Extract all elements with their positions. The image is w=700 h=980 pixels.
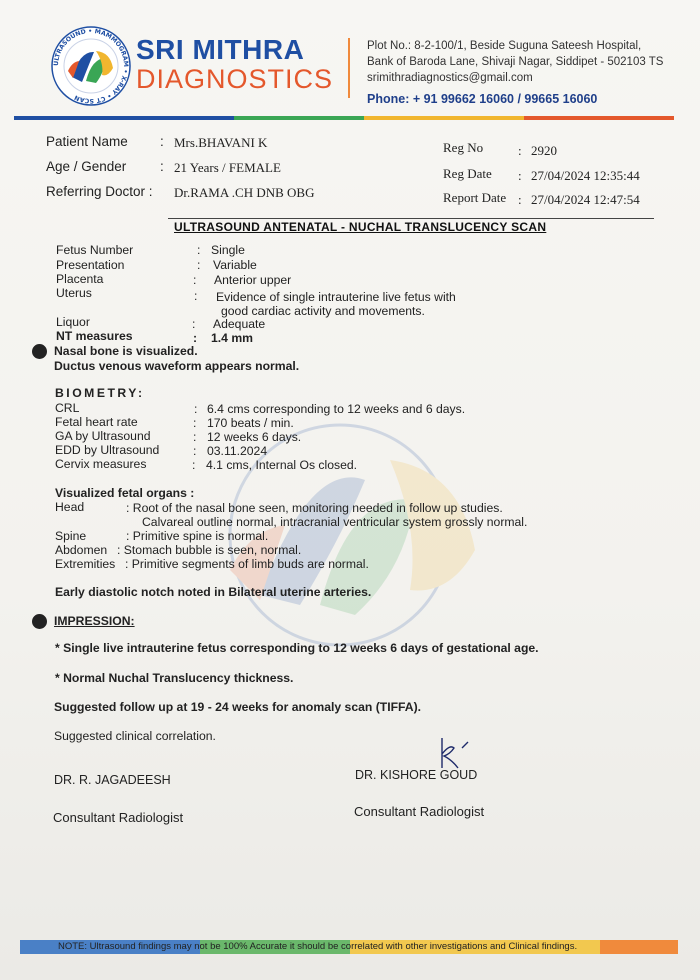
- reg-no-value: 2920: [531, 143, 557, 158]
- fhr-label: Fetal heart rate: [55, 415, 138, 429]
- placenta-value: Anterior upper: [214, 273, 292, 287]
- clinic-address-line1: Plot No.: 8-2-100/1, Beside Suguna Sateesh Hospital,: [367, 40, 642, 52]
- liquor-value: Adequate: [213, 317, 266, 331]
- clinic-email: srimithradiagnostics@gmail.com: [367, 72, 533, 84]
- placenta-label: Placenta: [56, 272, 104, 286]
- spine-value: : Primitive spine is normal.: [126, 529, 269, 543]
- age-gender-label: Age / Gender: [46, 159, 127, 174]
- liquor-label: Liquor: [56, 315, 90, 329]
- header-color-stripe: [14, 116, 674, 120]
- biometry-heading: BIOMETRY:: [55, 386, 145, 400]
- age-gender-value: 21 Years / FEMALE: [174, 160, 281, 175]
- reg-date-value: 27/04/2024 12:35:44: [531, 168, 640, 183]
- colon: :: [193, 444, 197, 458]
- uterus-value-line2: good cardiac activity and movements.: [221, 304, 425, 318]
- colon: :: [160, 159, 164, 174]
- clinic-name-line1: SRI MITHRA: [136, 34, 305, 65]
- doctor2-name: DR. KISHORE GOUD: [355, 768, 478, 782]
- clinic-address-line2: Bank of Baroda Lane, Shivaji Nagar, Siddipet - 502103 TS: [367, 56, 664, 68]
- doctor2-title: Consultant Radiologist: [354, 804, 485, 819]
- crl-label: CRL: [55, 401, 80, 415]
- report-date-value: 27/04/2024 12:47:54: [531, 192, 640, 207]
- colon: :: [193, 416, 197, 430]
- colon: :: [197, 258, 201, 272]
- uterus-value-line1: Evidence of single intrauterine live fetus with: [216, 290, 456, 304]
- bullet-icon: [32, 614, 47, 629]
- colon: :: [192, 458, 196, 472]
- patient-name-label: Patient Name: [46, 134, 128, 149]
- colon: :: [197, 243, 201, 257]
- report-title: ULTRASOUND ANTENATAL - NUCHAL TRANSLUCENCY SCAN: [174, 220, 547, 234]
- fetal-organs-heading: Visualized fetal organs :: [55, 486, 195, 500]
- report-date-label: Report Date: [443, 190, 507, 205]
- edd-value: 03.11.2024: [207, 444, 268, 458]
- edd-label: EDD by Ultrasound: [55, 443, 160, 457]
- presentation-label: Presentation: [56, 258, 125, 272]
- colon: :: [193, 331, 198, 345]
- colon: :: [193, 430, 197, 444]
- uterus-label: Uterus: [56, 286, 92, 300]
- head-value-line2: Calvareal outline normal, intracranial ventricular system grossly normal.: [142, 515, 528, 529]
- follow-up-note: Suggested follow up at 19 - 24 weeks for anomaly scan (TIFFA).: [54, 700, 422, 714]
- ductus-finding: Ductus venous waveform appears normal.: [54, 359, 300, 373]
- extremities-value: : Primitive segments of limb buds are normal.: [125, 557, 369, 571]
- referring-doctor-value: Dr.RAMA .CH DNB OBG: [174, 185, 315, 200]
- cervix-label: Cervix measures: [55, 457, 147, 471]
- fetus-number-value: Single: [211, 243, 245, 257]
- colon: :: [160, 134, 164, 149]
- impression-item-2: * Normal Nuchal Translucency thickness.: [55, 671, 294, 685]
- impression-item-1: * Single live intrauterine fetus corresponding to 12 weeks 6 days of gestational age.: [55, 641, 539, 655]
- abdomen-label: Abdomen: [55, 543, 108, 557]
- colon: :: [518, 143, 522, 158]
- impression-heading: IMPRESSION:: [54, 614, 135, 628]
- clinic-name-line2: DIAGNOSTICS: [136, 64, 334, 94]
- head-value-line1: : Root of the nasal bone seen, monitoring needed in follow up studies.: [126, 501, 503, 515]
- reg-no-label: Reg No: [443, 140, 484, 155]
- doctor1-name: DR. R. JAGADEESH: [54, 773, 171, 787]
- colon: :: [194, 402, 198, 416]
- svg-text:ULTRASOUND • MAMMOGRAM • X-RAY: ULTRASOUND • MAMMOGRAM • X-RAY • CT SCAN: [52, 27, 130, 105]
- clinic-phone: Phone: + 91 99662 16060 / 99665 16060: [367, 92, 598, 106]
- diastolic-note: Early diastolic notch noted in Bilateral uterine arteries.: [55, 585, 372, 599]
- cervix-value: 4.1 cms, Internal Os closed.: [206, 458, 358, 472]
- nt-measures-value: 1.4 mm: [211, 331, 254, 345]
- logo-ring-text: [50, 25, 132, 107]
- abdomen-value: : Stomach bubble is seen, normal.: [117, 543, 302, 557]
- reg-date-label: Reg Date: [443, 166, 492, 181]
- extremities-label: Extremities: [55, 557, 116, 571]
- nasal-bone-finding: Nasal bone is visualized.: [54, 344, 198, 358]
- colon: :: [193, 273, 197, 287]
- colon: :: [518, 192, 522, 207]
- colon: :: [192, 317, 196, 331]
- spine-label: Spine: [55, 529, 87, 543]
- presentation-value: Variable: [213, 258, 257, 272]
- head-label: Head: [55, 500, 85, 514]
- clinical-correlation-note: Suggested clinical correlation.: [54, 729, 216, 743]
- header-divider: [348, 38, 350, 98]
- ga-label: GA by Ultrasound: [55, 429, 151, 443]
- ga-value: 12 weeks 6 days.: [207, 430, 302, 444]
- crl-value: 6.4 cms corresponding to 12 weeks and 6 days.: [207, 402, 466, 416]
- patient-name-value: Mrs.BHAVANI K: [174, 135, 268, 150]
- bullet-icon: [32, 344, 47, 359]
- referring-doctor-label: Referring Doctor :: [46, 184, 153, 199]
- fetus-number-label: Fetus Number: [56, 243, 134, 257]
- colon: :: [518, 168, 522, 183]
- footer-note: NOTE: Ultrasound findings may not be 100% Accurate it should be correlated with other investigations and Clinical findings.: [58, 941, 578, 952]
- nt-measures-label: NT measures: [56, 329, 133, 343]
- title-rule: [168, 218, 654, 219]
- colon: :: [194, 289, 198, 303]
- doctor1-title: Consultant Radiologist: [53, 810, 184, 825]
- fhr-value: 170 beats / min.: [207, 416, 294, 430]
